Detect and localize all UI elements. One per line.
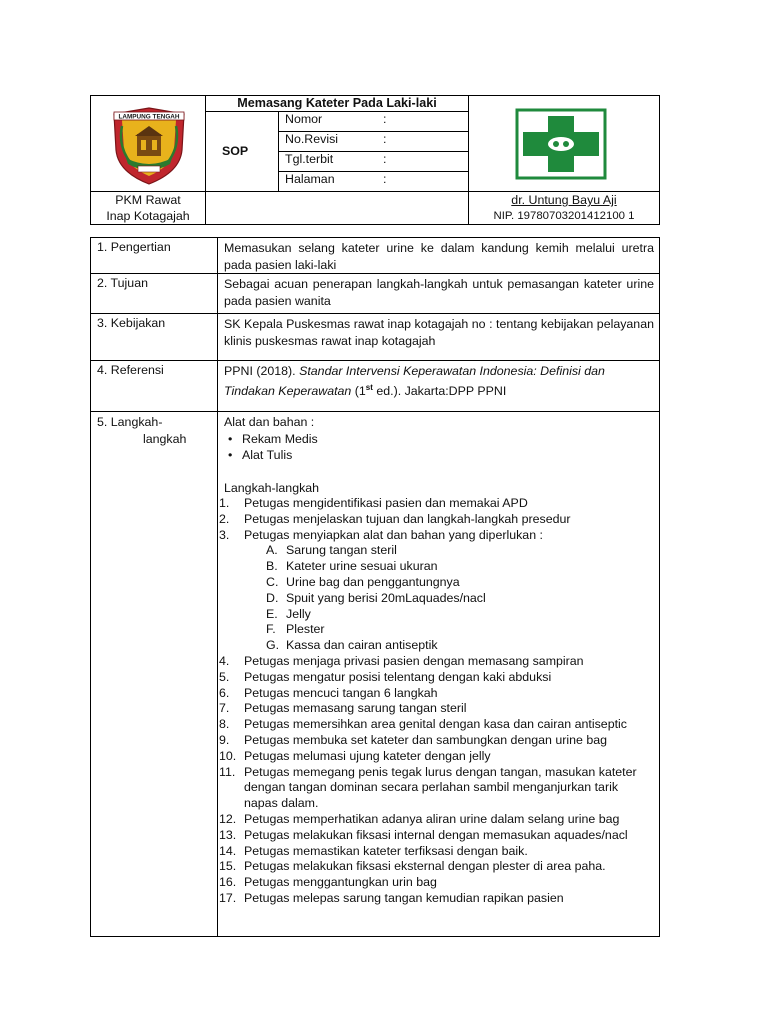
sub-item: G. Kassa dan cairan antiseptik — [266, 638, 438, 653]
step-item: 9. Petugas membuka set kateter dan sambungkan dengan urine bag — [219, 732, 608, 747]
field-nomor-label: Nomor — [279, 112, 378, 131]
step-item: 15. Petugas melakukan fiksasi eksternal dengan plester di area paha. — [219, 859, 606, 874]
step-item: 7. Petugas memasang sarung tangan steril — [219, 701, 467, 716]
field-revisi-sep: : — [377, 131, 468, 151]
field-terbit-label: Tgl.terbit — [279, 151, 378, 171]
step-item: 4. Petugas menjaga privasi pasien dengan memasang sampiran — [219, 653, 584, 668]
pengertian-label: 1. Pengertian — [91, 238, 218, 274]
sub-item: A. Sarung tangan steril — [266, 543, 397, 558]
alat-list — [224, 431, 654, 464]
lampung-tengah-logo — [108, 106, 190, 186]
step-item: 10. Petugas melumasi ujung kateter dengan jelly — [219, 748, 491, 763]
pkm-cell — [91, 192, 206, 225]
field-nomor-sep: : — [377, 112, 468, 131]
step-item: 11. Petugas memegang penis tegak lurus dengan tangan, masukan kateter dengan tangan dominan secara perlahan sambil menganjurkan tarik napas dalam. — [219, 764, 637, 811]
ref-sup: st — [365, 382, 373, 392]
row-kebijakan — [91, 314, 660, 361]
sop-header-table — [90, 95, 660, 225]
ref-pre: PPNI (2018). — [224, 364, 300, 378]
step-item: 3. Petugas menyiapkan alat dan bahan yang diperlukan : A. Sarung tangan steril B. Kateter urine sesuai ukuran C. Urine bag dan penggantungnya D. Spuit yang berisi 20mLaquades/nacl E. Jelly F. Plester G. Kassa dan cairan antiseptik — [224, 528, 654, 654]
langkah-label-2: langkah — [143, 432, 187, 446]
alat-title: Alat dan bahan : — [224, 415, 315, 429]
field-halaman-label: Halaman — [285, 172, 335, 187]
kebijakan-text: SK Kepala Puskesmas rawat inap kotagajah no : tentang kebijakan pelayanan klinis puskesmas rawat inap kotagajah — [218, 314, 660, 361]
ref-title: Standar Intervensi Keperawatan Indonesia: Definisi dan Tindakan Keperawatan — [224, 364, 605, 398]
step-item: 17. Petugas melepas sarung tangan kemudian rapikan pasien — [219, 890, 564, 905]
pkm-line-2: Inap Kotagajah — [106, 209, 190, 223]
kebijakan-label: 3. Kebijakan — [91, 314, 218, 361]
referensi-label: 4. Referensi — [91, 361, 218, 412]
langkah-label-cell — [91, 412, 218, 937]
sub-item: E. Jelly — [266, 606, 311, 621]
langkah-title: Langkah-langkah — [224, 480, 320, 495]
signer-nip: NIP. 19780703201412100 1 — [493, 210, 635, 222]
tujuan-text: Sebagai acuan penerapan langkah-langkah untuk pemasangan kateter urine pada pasien wanita — [218, 274, 660, 314]
ref-mid: (1 — [351, 383, 366, 398]
step-item: 8. Petugas memersihkan area genital dengan kasa dan cairan antiseptic — [219, 717, 627, 732]
langkah-label-1: 5. Langkah- — [97, 415, 163, 429]
row-langkah — [91, 412, 660, 937]
step-item: 2. Petugas menjelaskan tujuan dan langkah-langkah presedur — [219, 511, 571, 526]
step-item: 12. Petugas memperhatikan adanya aliran urine dalam selang urine bag — [219, 811, 620, 826]
signer-cell — [469, 192, 660, 225]
title-cell — [206, 96, 469, 192]
step-item: 6. Petugas mencuci tangan 6 langkah — [219, 685, 438, 700]
sub-item: C. Urine bag dan penggantungnya — [266, 574, 460, 589]
langkah-content — [218, 412, 660, 937]
district-logo-cell — [91, 96, 206, 192]
row-tujuan — [91, 274, 660, 314]
puskesmas-logo-cell — [469, 96, 660, 192]
blank-cell — [206, 192, 469, 225]
row-referensi — [91, 361, 660, 412]
sub-item: D. Spuit yang berisi 20mLaquades/nacl — [266, 590, 486, 605]
field-terbit-sep: : — [377, 151, 468, 171]
equipment-sublist — [244, 543, 654, 654]
sop-title: Memasang Kateter Pada Laki-laki — [206, 96, 468, 112]
pengertian-text: Memasukan selang kateter urine ke dalam kandung kemih melalui uretra pada pasien laki-laki — [218, 238, 660, 274]
pkm-line-1: PKM Rawat — [115, 193, 181, 207]
field-revisi-label: No.Revisi — [279, 131, 378, 151]
sop-meta-table — [206, 112, 468, 191]
step-item: 14. Petugas memastikan kateter terfiksasi dengan baik. — [219, 843, 528, 858]
step-item: 16. Petugas menggantungkan urin bag — [219, 875, 437, 890]
field-halaman-sep: : — [383, 172, 387, 187]
steps-list — [219, 496, 654, 907]
step-item: 5. Petugas mengatur posisi telentang dengan kaki abduksi — [219, 669, 552, 684]
puskesmas-cross-logo — [515, 108, 607, 180]
alat-item: • Alat Tulis — [242, 447, 654, 464]
referensi-text — [218, 361, 660, 412]
sub-item: F. Plester — [266, 622, 325, 637]
row-pengertian — [91, 238, 660, 274]
alat-item: • Rekam Medis — [242, 431, 654, 448]
sop-label: SOP — [206, 112, 279, 191]
step-item: 1. Petugas mengidentifikasi pasien dan memakai APD — [219, 496, 528, 510]
tujuan-label: 2. Tujuan — [91, 274, 218, 314]
sop-content-table — [90, 237, 660, 937]
ref-post: ed.). Jakarta:DPP PPNI — [372, 383, 507, 398]
step-item: 13. Petugas melakukan fiksasi internal dengan memasukan aquades/nacl — [219, 827, 628, 842]
svg-text:LAMPUNG TENGAH: LAMPUNG TENGAH — [118, 113, 180, 121]
signer-name: dr. Untung Bayu Aji — [511, 193, 617, 207]
sub-item: B. Kateter urine sesuai ukuran — [266, 559, 438, 574]
